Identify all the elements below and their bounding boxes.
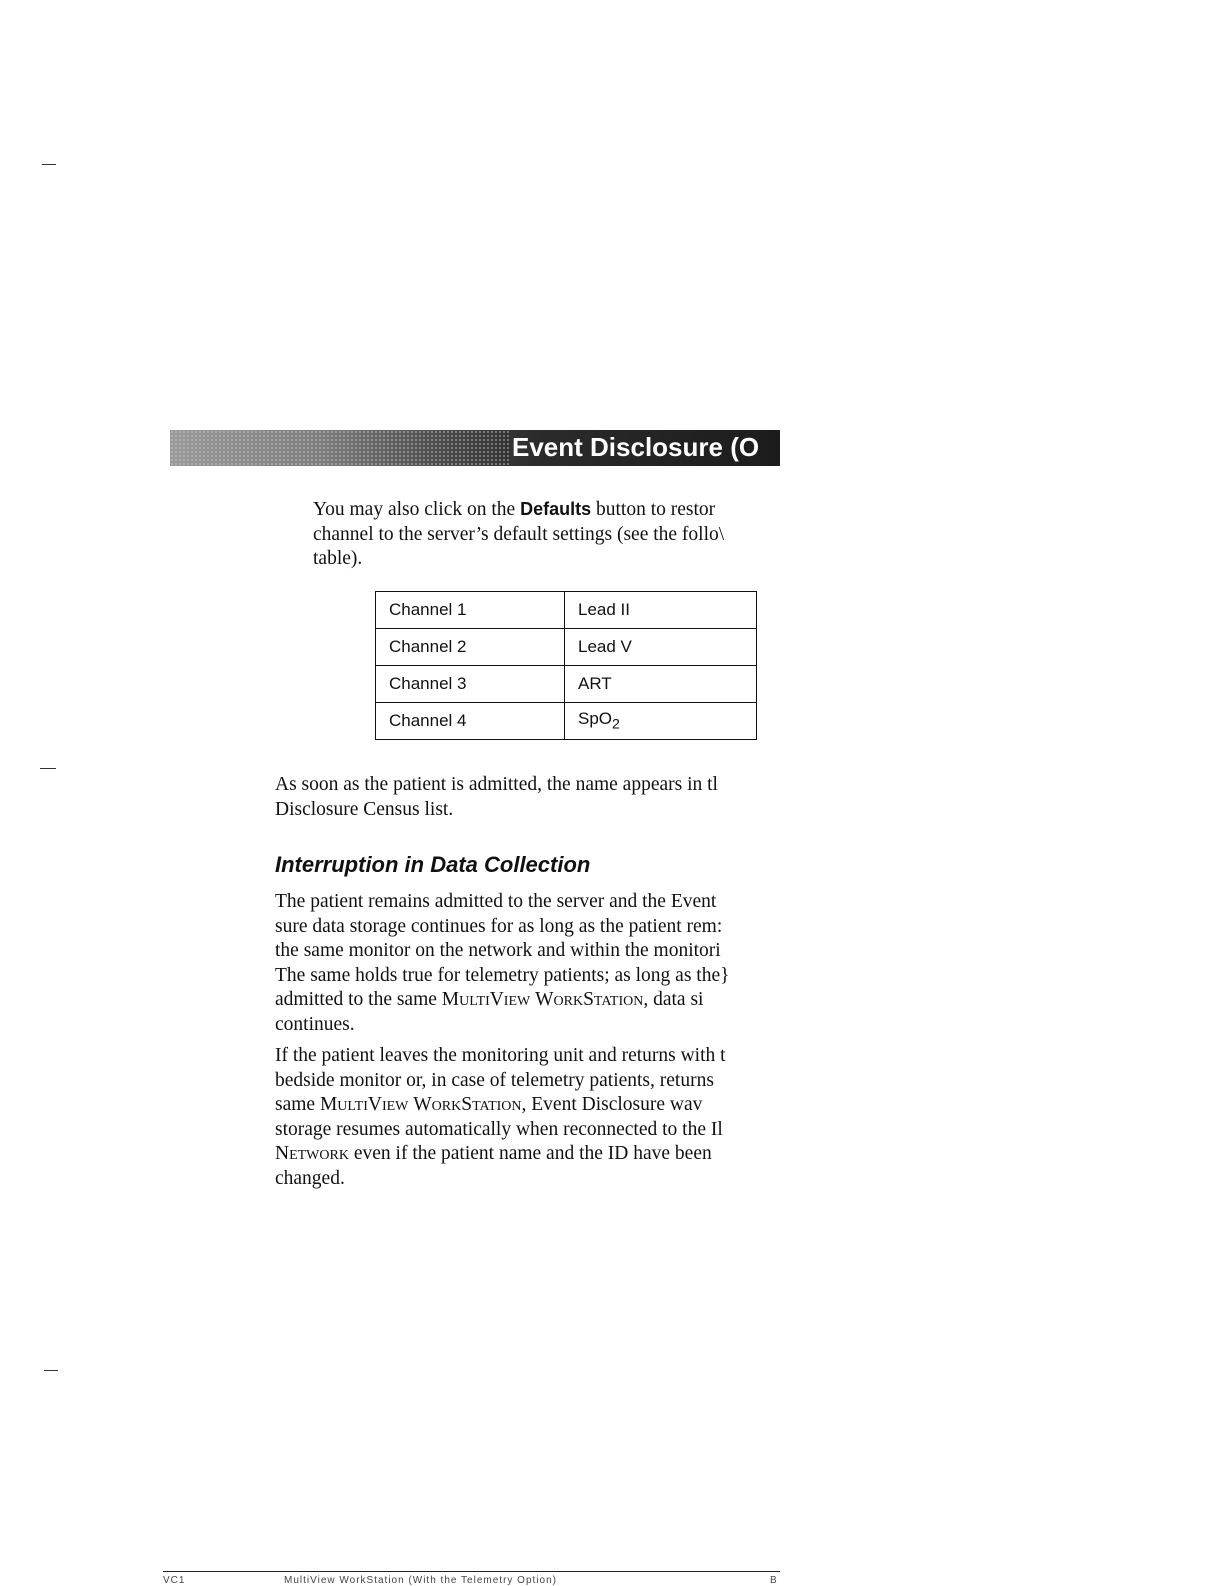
footer-center: MultiView WorkStation (With the Telemetry Option)	[284, 1575, 557, 1586]
para1-line-1: The patient remains admitted to the server and the Event	[275, 891, 717, 912]
channel-cell: Channel 4	[376, 703, 565, 740]
body-paragraph-1	[275, 890, 729, 1037]
footer-rule	[163, 1571, 780, 1572]
channel-cell: Channel 3	[376, 666, 565, 703]
scan-mark	[40, 768, 56, 769]
table-row	[376, 703, 757, 740]
product-name: MultiView	[441, 989, 531, 1010]
para2-line-2: bedside monitor or, in case of telemetry patients, returns	[275, 1069, 714, 1091]
table-row	[376, 666, 757, 703]
para2-line-3: same MultiView WorkStation, Event Disclosure wav	[275, 1094, 703, 1115]
channel-cell: Channel 1	[376, 592, 565, 629]
admitted-paragraph	[275, 773, 718, 822]
product-name: MultiView	[319, 1094, 409, 1115]
subscript: 2	[612, 716, 620, 733]
product-name: WorkStation	[413, 1094, 522, 1115]
para1-line-5: admitted to the same MultiView WorkStation, data si	[275, 989, 704, 1010]
network-name: Network	[275, 1143, 349, 1164]
para2-line-5: Network even if the patient name and the ID have been	[275, 1143, 712, 1164]
intro-line-3: table).	[313, 548, 363, 569]
source-cell: Lead V	[565, 629, 757, 666]
para1-line-3: the same monitor on the network and within the monitori	[275, 940, 721, 961]
para2-line-4: storage resumes automatically when reconnected to the Il	[275, 1118, 723, 1140]
intro-paragraph	[313, 497, 724, 572]
para1-line-4: The same holds true for telemetry patients; as long as the}	[275, 964, 730, 986]
para2-line-6: changed.	[275, 1167, 345, 1189]
section-header-bar	[170, 430, 780, 466]
admitted-line-2: Disclosure Census list.	[275, 798, 454, 820]
body-paragraph-2	[275, 1044, 726, 1191]
table-row	[376, 629, 757, 666]
intro-line-2: channel to the server’s default settings (see the follo\	[313, 523, 725, 545]
channel-default-table	[375, 591, 757, 740]
source-cell: ART	[565, 666, 757, 703]
header-texture	[170, 430, 510, 466]
channel-cell: Channel 2	[376, 629, 565, 666]
scan-mark	[42, 164, 56, 165]
para2-line-1: If the patient leaves the monitoring unit and returns with t	[275, 1045, 726, 1066]
source-cell: Lead II	[565, 592, 757, 629]
para1-line-2: sure data storage continues for as long as the patient rem:	[275, 915, 723, 937]
footer-left: VC1	[163, 1575, 186, 1586]
footer-right: B	[770, 1575, 778, 1586]
scan-mark	[44, 1370, 58, 1371]
table-row	[376, 592, 757, 629]
defaults-keyword: Defaults	[520, 499, 592, 519]
source-cell: SpO$_2$	[565, 703, 757, 740]
intro-line-1: You may also click on the Defaults button to restor	[313, 499, 716, 520]
admitted-line-1: As soon as the patient is admitted, the name appears in tl	[275, 774, 718, 795]
section-heading: Interruption in Data Collection	[275, 852, 591, 877]
header-title: Event Disclosure (O	[512, 432, 760, 462]
para1-line-6: continues.	[275, 1013, 355, 1035]
product-name: WorkStation	[535, 989, 644, 1010]
